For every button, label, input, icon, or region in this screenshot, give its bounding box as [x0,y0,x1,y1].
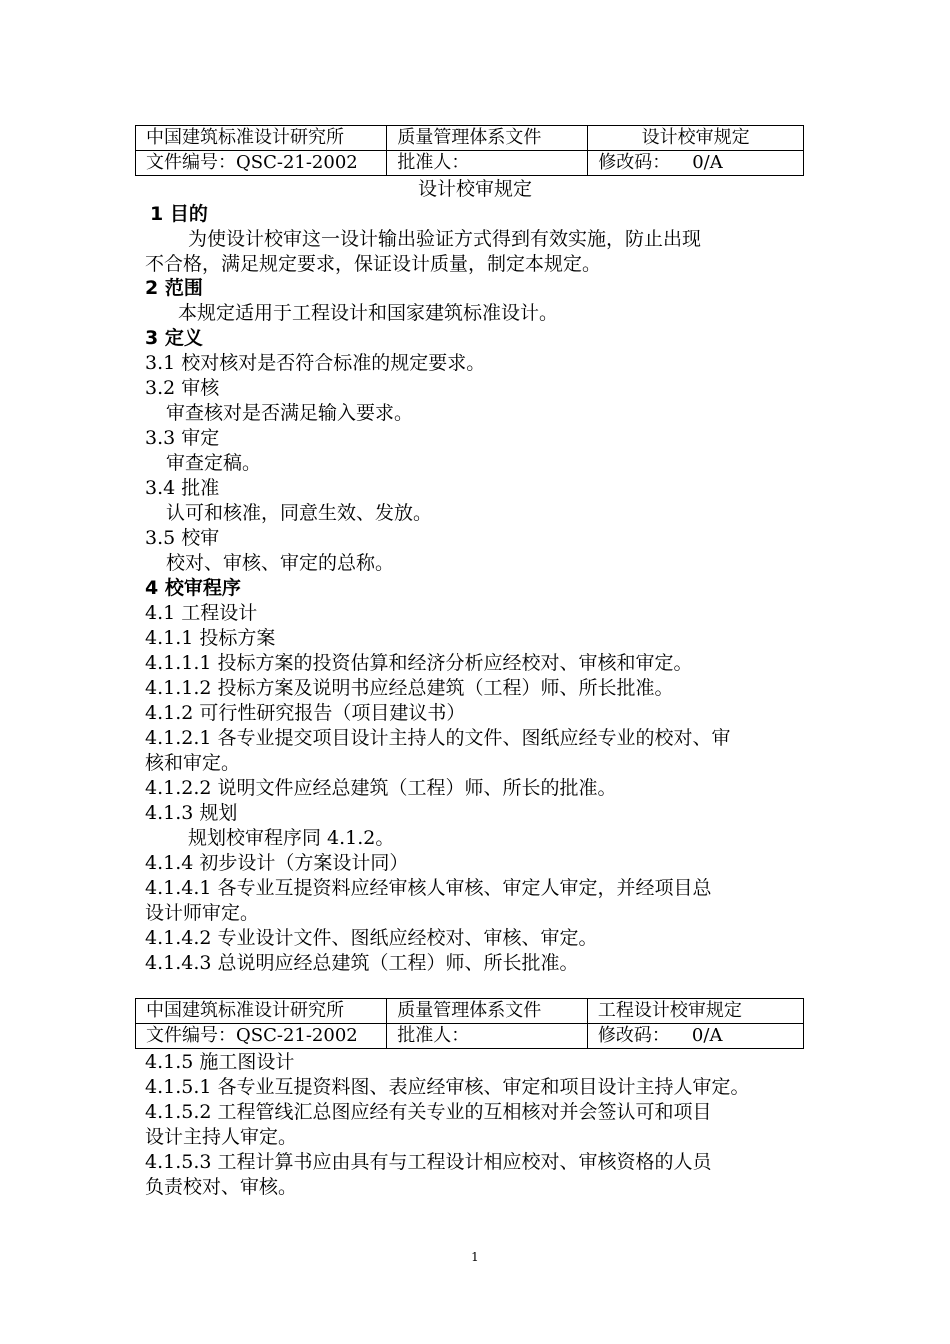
paragraph-line: 4.1.2 可行性研究报告（项目建议书） [145,702,466,724]
revision-label: 修改码： [597,1025,670,1046]
paragraph-line: 4.1.4.3 总说明应经总建筑（工程）师、所长批准。 [145,952,579,974]
paragraph-line: 3.2 审核 [145,377,220,399]
paragraph-line: 审查核对是否满足输入要求。 [166,402,414,424]
header-table-top [135,125,804,176]
header-table-bottom [135,998,804,1049]
header-revision [587,1024,803,1049]
paragraph-line: 4.1.2.2 说明文件应经总建筑（工程）师、所长的批准。 [145,777,617,799]
paragraph-line: 审查定稿。 [166,452,262,474]
header-revision [588,151,804,176]
header-institute: 中国建筑标准设计研究所 [136,999,387,1024]
header-system: 质量管理体系文件 [387,126,588,151]
revision-value: 0/A [691,1025,723,1046]
paragraph-line: 4.1.1 投标方案 [145,627,276,649]
paragraph-line: 4.1.5.3 工程计算书应由具有与工程设计相应校对、审核资格的人员 [145,1151,712,1173]
paragraph-line: 3.5 校审 [145,527,220,549]
paragraph-line: 3.4 批准 [145,477,220,499]
page-number: 1 [471,1250,479,1264]
header-title: 设计校审规定 [588,126,804,151]
header-institute: 中国建筑标准设计研究所 [136,126,387,151]
paragraph-line: 4.1.1.2 投标方案及说明书应经总建筑（工程）师、所长批准。 [145,677,674,699]
paragraph-line: 4.1.4.2 专业设计文件、图纸应经校对、审核、审定。 [145,927,598,949]
paragraph-line: 认可和核准，同意生效、发放。 [166,502,433,524]
paragraph-line: 4.1.4 初步设计（方案设计同） [145,852,409,874]
paragraph-line: 校对、审核、审定的总称。 [166,552,395,574]
paragraph-line: 本规定适用于工程设计和国家建筑标准设计。 [178,302,559,324]
revision-value: 0/A [692,152,723,173]
paragraph-line: 3.3 审定 [145,427,220,449]
paragraph-line: 4.1.5.2 工程管线汇总图应经有关专业的互相核对并会签认可和项目 [145,1101,712,1123]
paragraph-line: 4.1.2.1 各专业提交项目设计主持人的文件、图纸应经专业的校对、审 [145,727,731,749]
header-system: 质量管理体系文件 [387,999,588,1024]
paragraph-line: 4.1.1.1 投标方案的投资估算和经济分析应经校对、审核和审定。 [145,652,693,674]
paragraph-line: 4.1 工程设计 [145,602,258,624]
paragraph-line: 4.1.5.1 各专业互提资料图、表应经审核、审定和项目设计主持人审定。 [145,1076,750,1098]
paragraph-line: 负责校对、审核。 [145,1176,298,1198]
paragraph-line: 设计主持人审定。 [145,1126,298,1148]
section-heading: 4 校审程序 [145,577,241,599]
paragraph-line: 4.1.4.1 各专业互提资料应经审核人审核、审定人审定，并经项目总 [145,877,712,899]
paragraph-line: 不合格，满足规定要求，保证设计质量，制定本规定。 [145,253,602,275]
header-approver: 批准人： [387,1024,588,1049]
section-heading: 2 范围 [145,277,203,299]
header-approver: 批准人： [387,151,588,176]
paragraph-line: 3.1 校对核对是否符合标准的规定要求。 [145,352,486,374]
paragraph-line: 4.1.3 规划 [145,802,238,824]
paragraph-line: 4.1.5 施工图设计 [145,1051,295,1073]
paragraph-line: 规划校审程序同 4.1.2。 [188,827,395,849]
section-heading: 3 定义 [145,327,203,349]
doc-title: 设计校审规定 [417,178,532,200]
section-heading: 1 目的 [150,203,208,225]
paragraph-line: 为使设计校审这一设计输出验证方式得到有效实施，防止出现 [188,228,702,250]
header-doc-no: 文件编号：QSC-21-2002 [136,151,387,176]
paragraph-line: 核和审定。 [145,752,241,774]
header-doc-no: 文件编号：QSC-21-2002 [136,1024,387,1049]
revision-label: 修改码： [598,152,671,173]
paragraph-line: 设计师审定。 [145,902,260,924]
header-title: 工程设计校审规定 [587,999,803,1024]
